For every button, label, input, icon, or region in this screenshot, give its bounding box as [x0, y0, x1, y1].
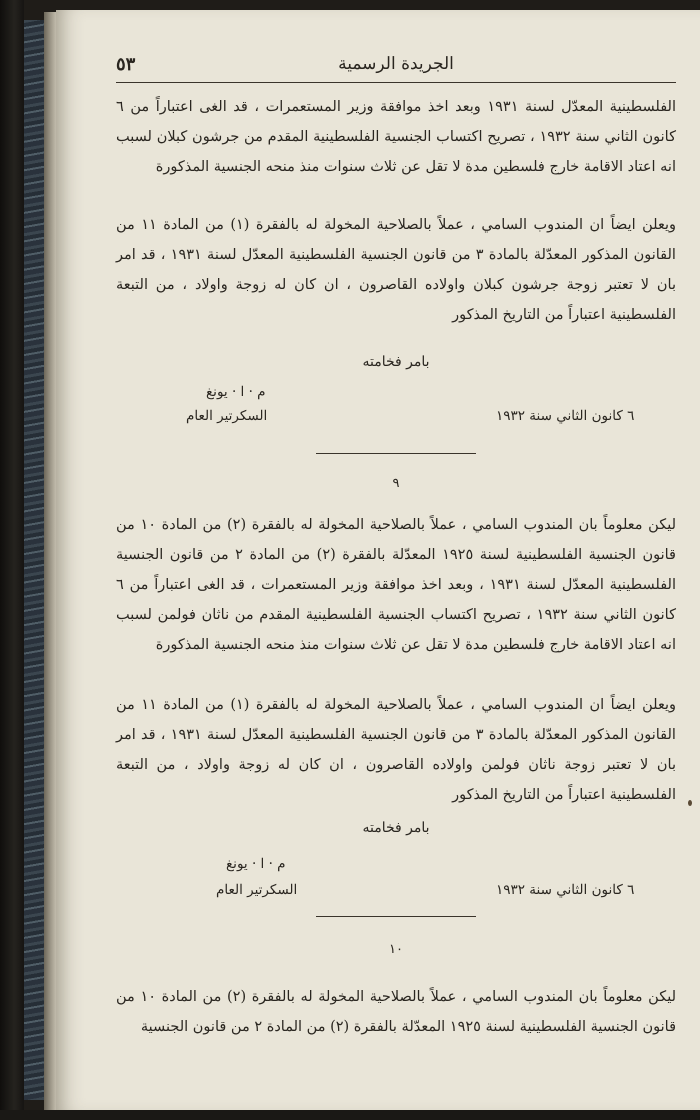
notice-date: ٦ كانون الثاني سنة ١٩٣٢ [496, 408, 635, 424]
notice-paragraph: ليكن معلوماً بان المندوب السامي ، عملاً بالصلاحية المخولة له بالفقرة (٢) من المادة ١٠ من قانون الجنسية الفلسطينية لسنة ١٩٢٥ المعدّلة بالفقرة (٢) من المادة ٢ من قانون الجنسية الفلسطينية المعدّل لسنة ١٩٣١ ، وبعد اخذ موافقة وزير المستعمرات ، قد الغى اعتباراً من ٦ كانون الثاني سنة ١٩٣٢ ، تصريح اكتساب الجنسية الفلسطينية المقدم من ناثان فولمن لسبب انه اعتاد الاقامة خارج فلسطين مدة لا تقل عن ثلاث سنوات منذ منحه الجنسية المذكورة [116, 517, 677, 653]
scan-bottom-edge [0, 1110, 700, 1120]
signatory-name: م · ا · يونغ [206, 384, 266, 400]
paper-speck [688, 800, 692, 806]
section-separator [316, 453, 476, 454]
header-rule [116, 82, 676, 83]
signatory-name: م · ا · يونغ [226, 856, 286, 872]
section-number: ٩ [392, 476, 400, 491]
notice-paragraph: ويعلن ايضاً ان المندوب السامي ، عملاً بالصلاحية المخولة له بالفقرة (١) من المادة ١١ من القانون المذكور المعدّلة بالمادة ٣ من قانون الجنسية الفلسطينية المعدّل لسنة ١٩٣١ ، قد امر بان لا تعتبر زوجة جرشون كبلان واولاده القاصرون ، ان كان له زوجة واولاد ، من التبعة الفلسطينية اعتباراً من التاريخ المذكور [116, 217, 676, 323]
notice-date: ٦ كانون الثاني سنة ١٩٣٢ [496, 882, 635, 898]
notice-paragraph: الفلسطينية المعدّل لسنة ١٩٣١ وبعد اخذ موافقة وزير المستعمرات ، قد الغى اعتباراً من ٦ كانون الثاني سنة ١٩٣٢ ، تصريح اكتساب الجنسية الفلسطينية المقدم من جرشون كبلان لسبب انه اعتاد الاقامة خارج فلسطين مدة لا تقل عن ثلاث سنوات منذ منحه الجنسية المذكورة [116, 99, 676, 175]
order-line: بامر فخامته [362, 820, 430, 836]
section-separator [316, 916, 476, 917]
marbled-endpaper [24, 20, 46, 1100]
section-number: ١٠ [389, 942, 403, 957]
signatory-title: السكرتير العام [216, 882, 298, 898]
notice-paragraph: ويعلن ايضاً ان المندوب السامي ، عملاً بالصلاحية المخولة له بالفقرة (١) من المادة ١١ من القانون المذكور المعدّلة بالمادة ٣ من قانون الجنسية الفلسطينية المعدّل لسنة ١٩٣١ ، قد امر بان لا تعتبر زوجة ناثان فولمن واولاده القاصرون ، ان كان له زوجة واولاد ، من التبعة الفلسطينية اعتباراً من التاريخ المذكور [116, 697, 676, 803]
gazette-page [56, 10, 700, 1110]
notice-paragraph: ليكن معلوماً بان المندوب السامي ، عملاً بالصلاحية المخولة له بالفقرة (٢) من المادة ١٠ من قانون الجنسية الفلسطينية لسنة ١٩٢٥ المعدّلة بالفقرة (٢) من المادة ٢ من قانون الجنسية [116, 989, 676, 1035]
page-header [116, 48, 676, 80]
book-spine [0, 0, 24, 1120]
signatory-title: السكرتير العام [186, 408, 268, 424]
order-line: بامر فخامته [362, 354, 430, 370]
gazette-title: الجريدة الرسمية [338, 54, 454, 74]
page-number: ٥٣ [116, 54, 136, 75]
